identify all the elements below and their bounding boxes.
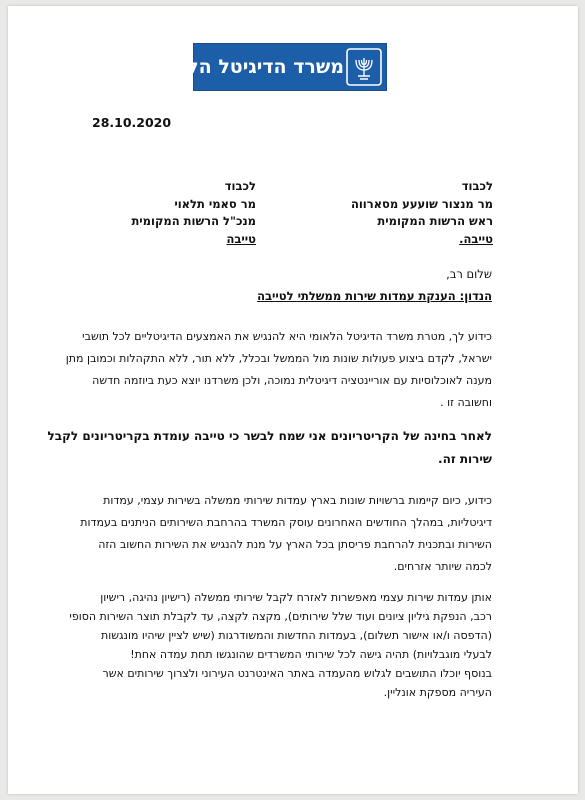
paragraph-line: השירות ובתכנית להרחבת פריסתן בכל הארץ על מנת להנגיש את השירות החשוב הזה — [98, 538, 492, 551]
paragraph-line: כידוע לך, מטרת משרד הדיגיטל הלאומי היא להנגיש את האמצעים הדיגיטליים לכל תושבי — [82, 330, 492, 343]
greeting: שלום רב, — [446, 267, 492, 281]
recipient-left-name: מר סאמי תלאוי — [174, 196, 256, 211]
recipient-block-left — [131, 178, 256, 248]
paragraph-services — [69, 588, 492, 702]
paragraph-line: לבעלי מוגבלויות) תהיה גישה לכל שירותי המשרדים שהונגשו תחת עמדה אחת! — [130, 648, 492, 661]
recipient-left-title: מנכ"ל הרשות המקומית — [131, 214, 256, 228]
recipient-right-title: ראש הרשות המקומית — [377, 214, 493, 228]
paragraph-line: דיגיטליות, במהלך החודשים האחרונים עוסק המשרד בהרחבת השירותים הניתנים בעמדות — [80, 516, 492, 529]
paragraph-line: אותן עמדות שירות עצמי מאפשרות לאזרח לקבל שירותי ממשלה (רישיון נהיגה, רישיון — [100, 591, 492, 604]
recipient-left-city: טייבה — [226, 231, 256, 246]
menorah-emblem-icon — [346, 48, 382, 86]
ministry-logo — [147, 43, 387, 91]
paragraph-line: רכב, הנפקת גיליון ציונים ועוד שלל שירותים), מקצה לקצה, עד לקבלת תוצר השירות הסופי — [69, 610, 492, 623]
paragraph-line: ישראל, לקדם ביצוע פעולות שונות מול הממשל ובכלל, ללא תור, ללא התקהלות וכמובן מתן — [65, 352, 492, 365]
paragraph-intro — [66, 326, 492, 414]
letter-subject: הנדון: הענקת עמדות שירות ממשלתי לטייבה — [257, 289, 492, 303]
letter-page — [8, 6, 578, 794]
recipient-right-salutation: לכבוד — [461, 179, 493, 193]
recipient-right-name: מר מנצור שועעע מסארווה — [350, 196, 493, 211]
paragraph-line: לאחר בחינה של הקריטריונים אני שמח לבשר כי טייבה עומדת בקריטריונים לקבל — [47, 429, 492, 443]
paragraph-line: בנוסף יוכלו התושבים לגלוש מהעמדה באתר האינטרנט העירוני ולצרוך שירותים אשר — [102, 667, 492, 680]
recipient-left-salutation: לכבוד — [224, 179, 256, 193]
recipient-block-right — [351, 178, 493, 248]
paragraph-line: וחשובה זו . — [440, 396, 492, 409]
paragraph-line: מענה לאוכלוסיות עם אוריינטציה דיגיטלית נמוכה, ולכן משרדנו יוצא כעת ביוזמה חדשה — [92, 374, 492, 387]
paragraph-announcement — [48, 425, 492, 471]
paragraph-background — [80, 490, 492, 578]
paragraph-line: (הדפסה ו/או אישור תשלום), בעמדות החדשות והמשודרגות (שיש לציין שיהיו מונגשות — [101, 629, 492, 642]
ministry-name: משרד הדיגיטל הלאומי — [147, 56, 344, 78]
recipient-right-city: טייבה. — [459, 231, 493, 246]
letter-date: 28.10.2020 — [92, 115, 172, 130]
paragraph-line: לכמה שיותר אזרחים. — [393, 560, 492, 573]
paragraph-line: כידוע, כיום קיימות ברשויות שונות בארץ עמדות שירותי ממשלה בשירות עצמי, עמדות — [103, 494, 492, 507]
paragraph-line: העיריה מספקת אונליין. — [383, 686, 492, 699]
paragraph-line: שירות זה. — [438, 452, 492, 466]
